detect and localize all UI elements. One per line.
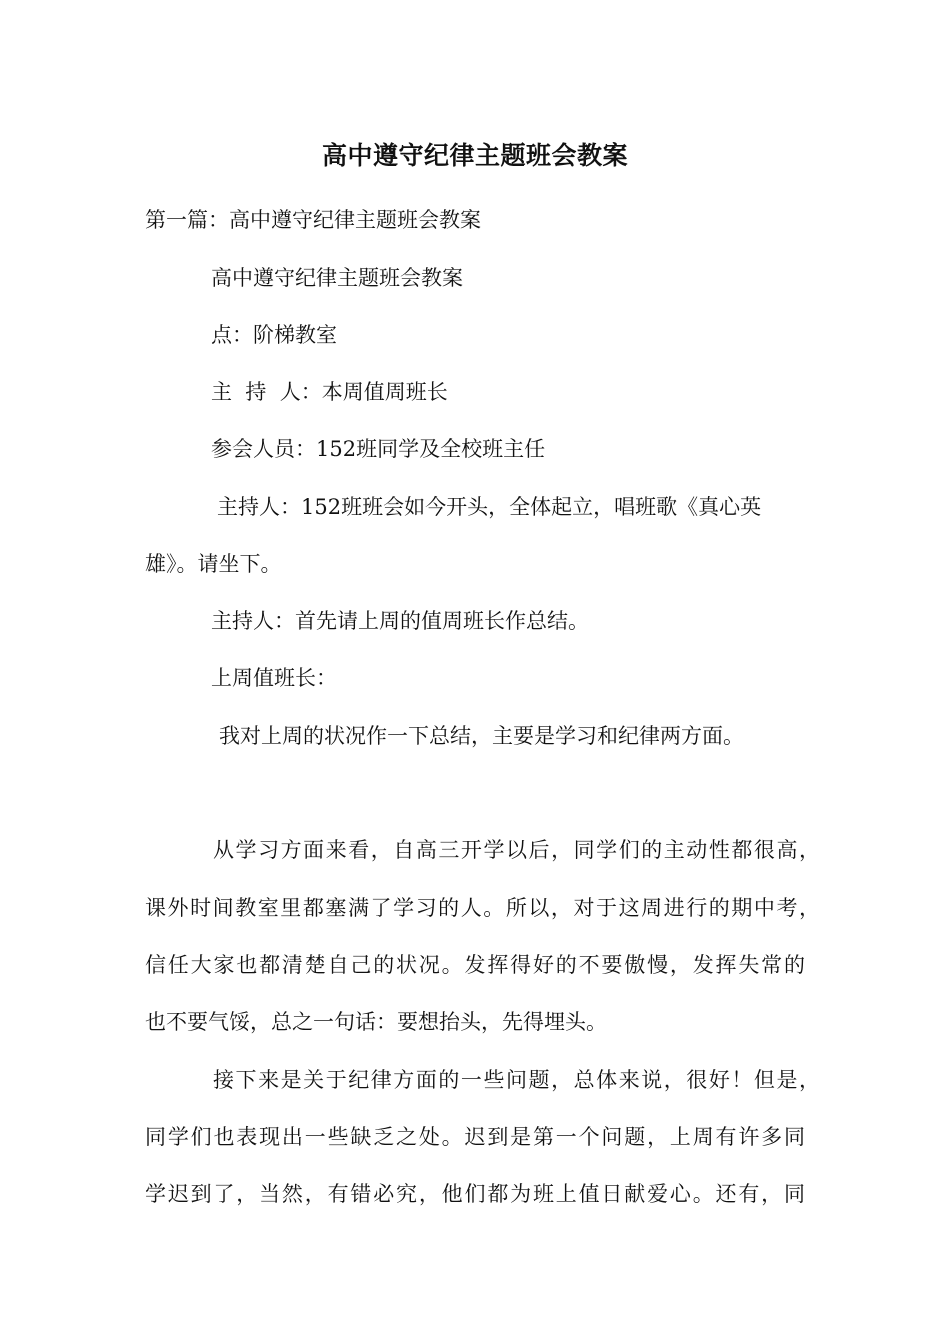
paragraph-line: 课外时间教室里都塞满了学习的人。所以，对于这周进行的期中考，	[145, 896, 820, 920]
paragraph-line: 我对上周的状况作一下总结，主要是学习和纪律两方面。	[219, 724, 744, 748]
paragraph-line: 信任大家也都清楚自己的状况。发挥得好的不要傲慢，发挥失常的	[145, 953, 805, 977]
paragraph-line: 主持人：152班班会如今开头，全体起立，唱班歌《真心英	[217, 495, 762, 519]
lesson-title-line: 高中遵守纪律主题班会教案	[211, 266, 463, 290]
paragraph-line: 雄》。请坐下。	[145, 552, 282, 576]
paragraph-line: 主持人：首先请上周的值周班长作总结。	[211, 609, 589, 633]
paragraph-line: 上周值班长：	[211, 666, 337, 690]
paragraph-line: 也不要气馁，总之一句话：要想抬头，先得埋头。	[145, 1010, 607, 1034]
participants-line: 参会人员：152班同学及全校班主任	[211, 437, 546, 461]
document-title: 高中遵守纪律主题班会教案	[321, 141, 628, 170]
paragraph-line: 学迟到了，当然，有错必究，他们都为班上值日献爱心。还有，同	[145, 1182, 805, 1206]
host-line: 主 持 人：本周值周班长	[211, 380, 448, 404]
paragraph-line: 同学们也表现出一些缺乏之处。迟到是第一个问题，上周有许多同	[145, 1125, 805, 1149]
paragraph-line: 从学习方面来看，自高三开学以后，同学们的主动性都很高，	[213, 838, 820, 862]
location-line: 点：阶梯教室	[211, 323, 337, 347]
section-heading: 第一篇：高中遵守纪律主题班会教案	[145, 208, 481, 232]
paragraph-line: 接下来是关于纪律方面的一些问题，总体来说，很好！但是，	[213, 1068, 820, 1092]
